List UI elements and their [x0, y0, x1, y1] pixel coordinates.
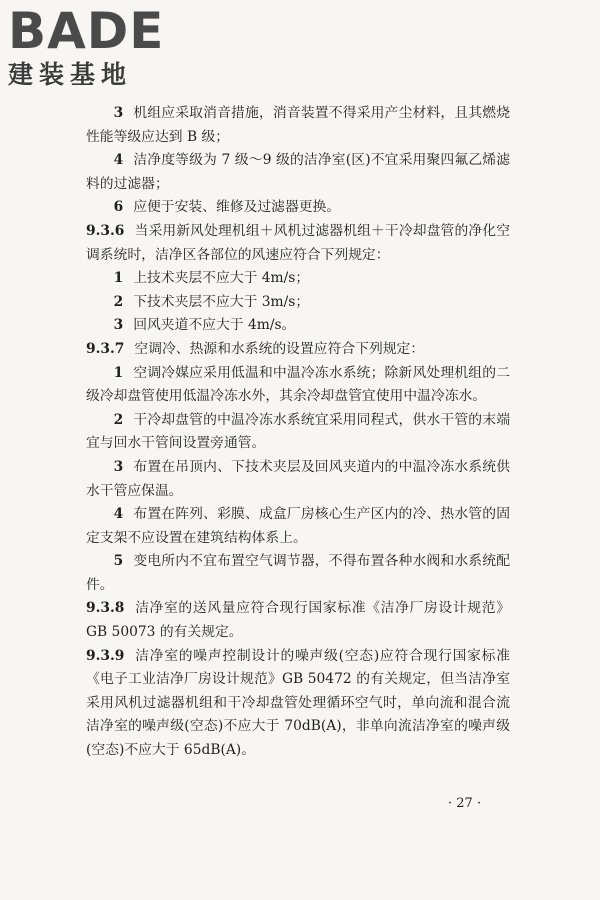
clause-text: 空调冷媒应采用低温和中温冷冻水系统；除新风处理机组的二级冷却盘管使用低温冷冻水外，其余冷却盘管宜使用中温冷冻水。: [86, 364, 510, 405]
section-clause: [86, 597, 510, 644]
clause-text: 当采用新风处理机组＋风机过滤器机组＋干冷却盘管的净化空调系统时，洁净区各部位的风速应符合下列规定：: [86, 222, 510, 263]
clause-item: [86, 362, 510, 409]
clause-number: 4: [113, 506, 124, 523]
clause-text: 洁净度等级为 7 级～9 级的洁净室(区)不宜采用聚四氟乙烯滤料的过滤器；: [86, 152, 510, 192]
clause-text: 下技术夹层不应大于 3m/s；: [133, 293, 310, 310]
clause-number: 9.3.6: [86, 222, 125, 239]
clause-item: [86, 314, 510, 338]
clause-text: 布置在阵列、彩膜、成盒厂房核心生产区内的冷、热水管的固定支架不应设置在建筑结构体系上。: [86, 506, 510, 546]
clause-number: 9.3.8: [86, 600, 125, 617]
clause-text: 上技术夹层不应大于 4m/s；: [133, 270, 310, 287]
clause-text: 干冷却盘管的中温冷冻水系统宜采用同程式，供水干管的末端宜与回水干管间设置旁通管。: [86, 411, 510, 452]
clause-number: 5: [113, 553, 124, 570]
clause-item: [86, 102, 510, 149]
clause-text: 布置在吊顶内、下技术夹层及回风夹道内的中温冷冻水系统供水干管应保温。: [86, 458, 510, 499]
clause-item: [86, 456, 510, 503]
section-clause: [86, 338, 510, 362]
clause-text: 回风夹道不应大于 4m/s。: [133, 317, 296, 334]
clause-number: 6: [113, 199, 124, 216]
clause-number: 3: [113, 105, 124, 121]
clause-item: [86, 503, 510, 550]
clause-text: 洁净室的送风量应符合现行国家标准《洁净厂房设计规范》GB 50073 的有关规定。: [86, 600, 510, 641]
logo-tagline: 建装基地: [8, 60, 133, 89]
clause-item: [86, 196, 510, 220]
clause-number: 1: [113, 364, 124, 381]
clause-item: [86, 291, 510, 315]
clause-number: 2: [113, 293, 124, 310]
clause-number: 3: [113, 317, 124, 334]
clause-number: 2: [113, 411, 124, 428]
page-number: · 27 ·: [448, 796, 482, 811]
clause-text: 机组应采取消音措施，消音装置不得采用产尘材料，且其燃烧性能等级应达到 B 级；: [86, 105, 510, 145]
clause-number: 1: [113, 270, 124, 287]
clause-text: 变电所内不宜布置空气调节器，不得布置各种水阀和水系统配件。: [86, 553, 510, 593]
section-clause: [86, 220, 510, 267]
clause-number: 3: [113, 458, 124, 475]
clause-number: 9.3.7: [86, 340, 125, 357]
clause-item: [86, 409, 510, 456]
section-clause: [86, 645, 510, 763]
clause-text: 空调冷、热源和水系统的设置应符合下列规定：: [134, 340, 425, 357]
clause-number: 4: [113, 152, 124, 169]
clause-item: [86, 149, 510, 196]
brand-logo: [8, 4, 178, 94]
clause-item: [86, 550, 510, 597]
clause-text: 洁净室的噪声控制设计的噪声级(空态)应符合现行国家标准《电子工业洁净厂房设计规范》GB 50472 的有关规定，但当洁净室采用风机过滤器机组和干冷却盘管处理循环空气时，单向流和混合流洁净室的噪声级(空态)不应大于 70dB(A)，非单向流洁净室的噪声级(空态)不应大于 65dB(A)。: [86, 647, 510, 759]
clause-number: 9.3.9: [86, 647, 125, 664]
clause-text: 应便于安装、维修及过滤器更换。: [133, 199, 341, 216]
clause-item: [86, 267, 510, 291]
logo-wordmark: BADE: [8, 2, 165, 60]
document-body: [86, 102, 510, 763]
